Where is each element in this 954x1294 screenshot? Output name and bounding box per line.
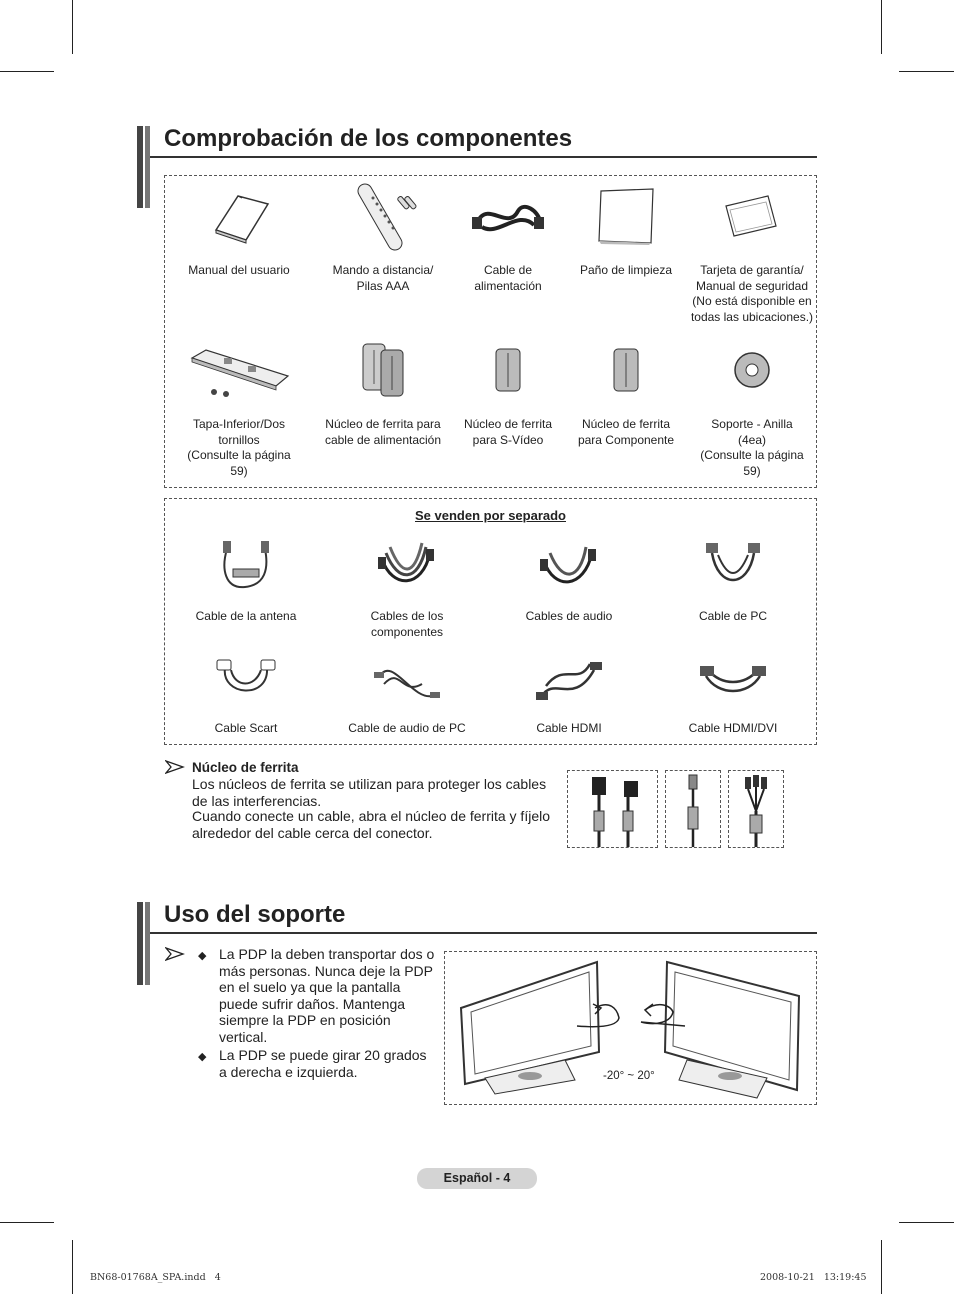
ferrite-svideo-cable-icon bbox=[666, 771, 720, 852]
accessory-label: Cable Scart bbox=[214, 721, 278, 735]
hdmi-dvi-cable-icon bbox=[672, 648, 794, 714]
crop-mark bbox=[0, 71, 54, 72]
component-item bbox=[565, 176, 687, 279]
ferrite-power-cable-icon bbox=[568, 771, 657, 852]
component-label: Paño de limpieza bbox=[579, 263, 673, 277]
bullet-text: La PDP se puede girar 20 grados a derecha e izquierda. bbox=[219, 1047, 427, 1080]
component-label: Tapa-Inferior/Dos tornillos (Consulte la página 59) bbox=[187, 417, 291, 478]
ferrite-core-component-icon bbox=[565, 330, 687, 410]
component-label: Mando a distancia/ Pilas AAA bbox=[332, 263, 434, 293]
section-rule bbox=[150, 156, 817, 158]
component-item bbox=[322, 176, 444, 294]
ferrite-core-power-icon bbox=[322, 330, 444, 410]
section-title: Comprobación de los componentes bbox=[164, 125, 573, 152]
ferrite-component-cable-icon bbox=[729, 771, 783, 852]
section-bar bbox=[137, 126, 143, 208]
component-item bbox=[178, 330, 300, 479]
scart-cable-icon bbox=[185, 648, 307, 714]
remote-control-icon bbox=[322, 176, 444, 256]
component-label: Soporte - Anilla (4ea) (Consulte la página 59) bbox=[700, 417, 804, 478]
component-item bbox=[565, 330, 687, 448]
accessory-label: Cable HDMI/DVI bbox=[688, 721, 778, 735]
tv-rotation-illustration bbox=[445, 952, 816, 1109]
component-label: Cable de alimentación bbox=[474, 263, 542, 293]
section-bar bbox=[137, 902, 143, 985]
print-slug-left: BN68-01768A_SPA.indd 4 bbox=[90, 1272, 221, 1283]
crop-mark bbox=[881, 0, 882, 54]
component-item bbox=[447, 176, 569, 294]
ferrite-core-svideo-icon bbox=[447, 330, 569, 410]
hdmi-cable-icon bbox=[508, 648, 630, 714]
accessory-item bbox=[346, 648, 468, 737]
crop-mark bbox=[899, 1222, 954, 1223]
component-item bbox=[178, 176, 300, 279]
bottom-cover-icon bbox=[178, 330, 300, 410]
section-title: Uso del soporte bbox=[164, 901, 346, 928]
note-arrow-icon bbox=[165, 947, 185, 966]
section-bar bbox=[145, 902, 150, 985]
component-cables-icon bbox=[346, 532, 468, 602]
angle-label: -20° ~ 20° bbox=[603, 1070, 655, 1082]
accessory-item bbox=[508, 532, 630, 625]
note-arrow-icon bbox=[165, 760, 185, 779]
component-label: Núcleo de ferrita para S-Vídeo bbox=[463, 417, 553, 447]
note-text: Cuando conecte un cable, abra el núcleo de ferrita y fíjelo alrededor del cable cerca del conector. bbox=[192, 808, 551, 841]
crop-mark bbox=[881, 1240, 882, 1294]
accessory-label: Cable de PC bbox=[698, 609, 768, 623]
section-rule bbox=[150, 932, 817, 934]
accessory-item bbox=[508, 648, 630, 737]
accessory-label: Cable de audio de PC bbox=[348, 721, 466, 735]
note-title: Núcleo de ferrita bbox=[192, 760, 299, 775]
crop-mark bbox=[72, 0, 73, 54]
accessory-item bbox=[185, 532, 307, 625]
antenna-cable-icon bbox=[185, 532, 307, 602]
page-number-badge: Español - 4 bbox=[417, 1168, 537, 1189]
bullet-text: La PDP la deben transportar dos o más personas. Nunca deje la PDP en el suelo ya que la pantalla puede sufrir daños. Mantenga siempre la PDP en posición vertical. bbox=[219, 946, 435, 1045]
crop-mark bbox=[0, 1222, 54, 1223]
component-item bbox=[322, 330, 444, 448]
component-label: Núcleo de ferrita para cable de alimentación bbox=[324, 417, 442, 447]
audio-cables-icon bbox=[508, 532, 630, 602]
bullet-diamond-icon: ◆ bbox=[198, 1051, 207, 1063]
component-label: Manual del usuario bbox=[188, 263, 290, 277]
accessory-item bbox=[672, 648, 794, 737]
holder-ring-icon bbox=[690, 330, 814, 410]
sold-separately-heading: Se venden por separado bbox=[415, 508, 566, 523]
warranty-card-icon bbox=[690, 176, 814, 256]
component-item bbox=[690, 330, 814, 479]
accessory-label: Cable HDMI bbox=[536, 721, 602, 735]
crop-mark bbox=[72, 1240, 73, 1294]
cleaning-cloth-icon bbox=[565, 176, 687, 256]
pc-audio-cable-icon bbox=[346, 648, 468, 714]
accessory-item bbox=[185, 648, 307, 737]
note-text: Los núcleos de ferrita se utilizan para proteger los cables de las interferencias. bbox=[192, 776, 547, 809]
accessory-item bbox=[672, 532, 794, 625]
component-item bbox=[690, 176, 814, 325]
accessory-label: Cables de audio bbox=[525, 609, 613, 623]
crop-mark bbox=[899, 71, 954, 72]
component-label: Núcleo de ferrita para Componente bbox=[577, 417, 675, 447]
manual-icon bbox=[178, 176, 300, 256]
pc-cable-icon bbox=[672, 532, 794, 602]
power-cable-icon bbox=[447, 176, 569, 256]
accessory-item bbox=[346, 532, 468, 640]
print-slug-right: 2008-10-21 13:19:45 bbox=[760, 1272, 867, 1283]
bullet-diamond-icon: ◆ bbox=[198, 950, 207, 962]
accessory-label: Cable de la antena bbox=[195, 609, 297, 623]
component-label: Tarjeta de garantía/ Manual de seguridad (No está disponible en todas las ubicaciones.) bbox=[690, 263, 814, 324]
component-item bbox=[447, 330, 569, 448]
section-bar bbox=[145, 126, 150, 208]
accessory-label: Cables de los componentes bbox=[370, 609, 444, 639]
